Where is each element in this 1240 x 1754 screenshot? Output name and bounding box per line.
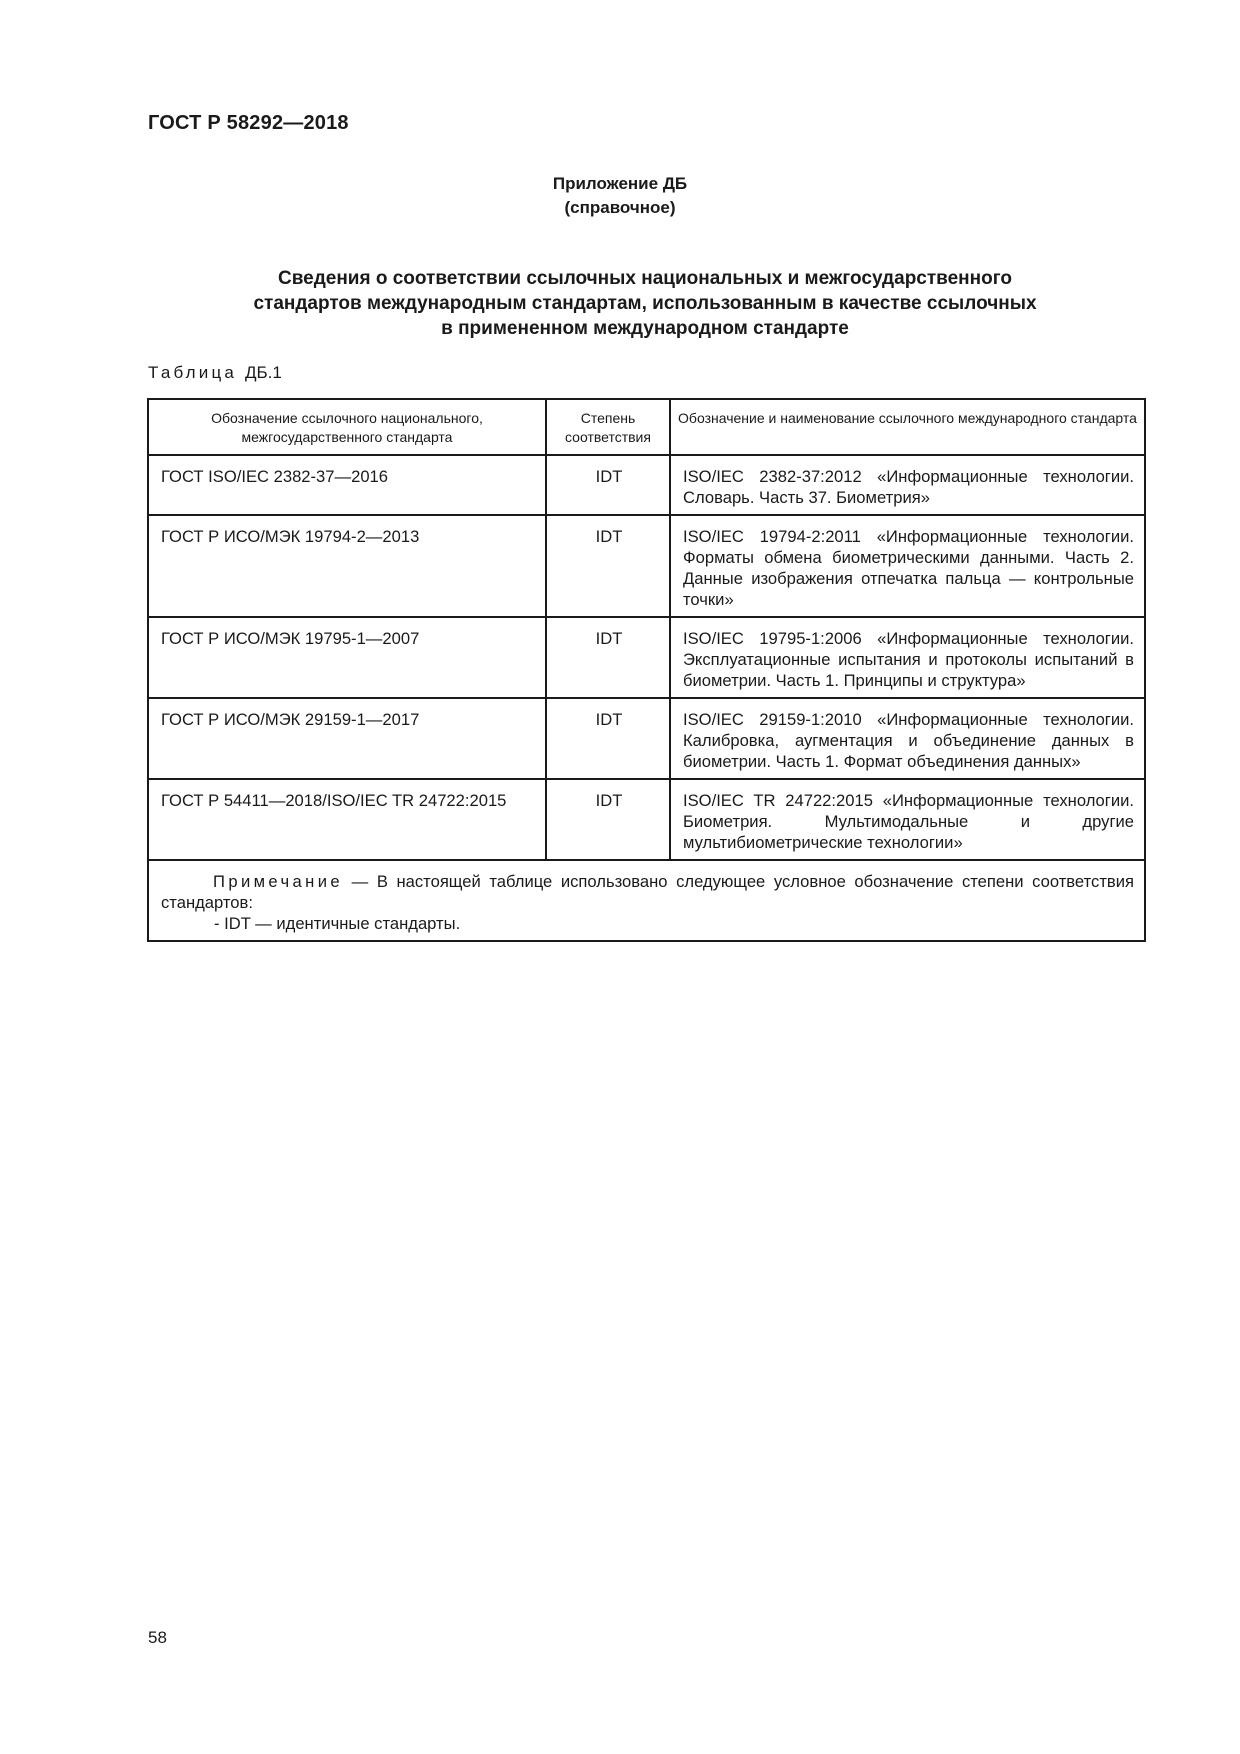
- page-number: 58: [148, 1628, 167, 1647]
- annex-name: Приложение ДБ: [552, 174, 688, 193]
- correspondence-table: [147, 398, 1146, 942]
- table-row: [148, 515, 1145, 617]
- note-list-item: - IDT — идентичные стандарты.: [214, 914, 461, 933]
- table-header-row: [148, 399, 1145, 455]
- cell-international-standard: ISO/IEC TR 24722:2015 «Информационные технологии. Биометрия. Мультимодальные и другие мультибиометрические технологии»: [670, 779, 1145, 860]
- table-row: [148, 698, 1145, 779]
- cell-degree: IDT: [546, 698, 670, 779]
- annex-type: (справочное): [564, 198, 676, 217]
- table-row: [148, 455, 1145, 515]
- header-degree: Степень соответствия: [546, 399, 670, 455]
- cell-reference-standard: ГОСТ Р 54411—2018/ISO/IEC TR 24722:2015: [148, 779, 546, 860]
- table-note: [148, 860, 1145, 941]
- document-code: ГОСТ Р 58292—2018: [148, 112, 349, 134]
- table-row: [148, 779, 1145, 860]
- cell-degree: IDT: [546, 617, 670, 698]
- note-text: [161, 871, 1134, 913]
- table-note-row: [148, 860, 1145, 941]
- table-caption-number: ДБ.1: [245, 363, 282, 382]
- annex-title-line: стандартов международным стандартам, использованным в качестве ссылочных: [253, 293, 1037, 314]
- table-caption: [148, 363, 282, 383]
- annex-title: [148, 266, 1142, 341]
- annex-title-line: Сведения о соответствии ссылочных национальных и межгосударственного: [277, 268, 1012, 289]
- annex-title-line: в примененном международном стандарте: [441, 318, 849, 339]
- table-row: [148, 617, 1145, 698]
- header-reference-standard: Обозначение ссылочного национального, межгосударственного стандарта: [148, 399, 546, 455]
- cell-international-standard: ISO/IEC 2382-37:2012 «Информационные технологии. Словарь. Часть 37. Биометрия»: [670, 455, 1145, 515]
- cell-reference-standard: ГОСТ Р ИСО/МЭК 29159-1—2017: [148, 698, 546, 779]
- cell-reference-standard: ГОСТ Р ИСО/МЭК 19794-2—2013: [148, 515, 546, 617]
- cell-international-standard: ISO/IEC 19795-1:2006 «Информационные технологии. Эксплуатационные испытания и протоколы испытаний в биометрии. Часть 1. Принципы и структура»: [670, 617, 1145, 698]
- cell-degree: IDT: [546, 779, 670, 860]
- cell-reference-standard: ГОСТ ISO/IEC 2382-37—2016: [148, 455, 546, 515]
- cell-reference-standard: ГОСТ Р ИСО/МЭК 19795-1—2007: [148, 617, 546, 698]
- cell-degree: IDT: [546, 515, 670, 617]
- table-caption-word: Таблица: [148, 363, 238, 382]
- cell-degree: IDT: [546, 455, 670, 515]
- note-label: Примечание: [213, 872, 344, 891]
- cell-international-standard: ISO/IEC 29159-1:2010 «Информационные технологии. Калибровка, аугментация и объединение данных в биометрии. Часть 1. Формат объединения данных»: [670, 698, 1145, 779]
- cell-international-standard: ISO/IEC 19794-2:2011 «Информационные технологии. Форматы обмена биометрическими данными. Часть 2. Данные изображения отпечатка пальца — контрольные точки»: [670, 515, 1145, 617]
- header-international-standard: Обозначение и наименование ссылочного международного стандарта: [670, 399, 1145, 455]
- annex-heading: [0, 172, 1240, 220]
- note-body: — В настоящей таблице использовано следующее условное обозначение степени соответствия стандартов:: [161, 872, 1134, 912]
